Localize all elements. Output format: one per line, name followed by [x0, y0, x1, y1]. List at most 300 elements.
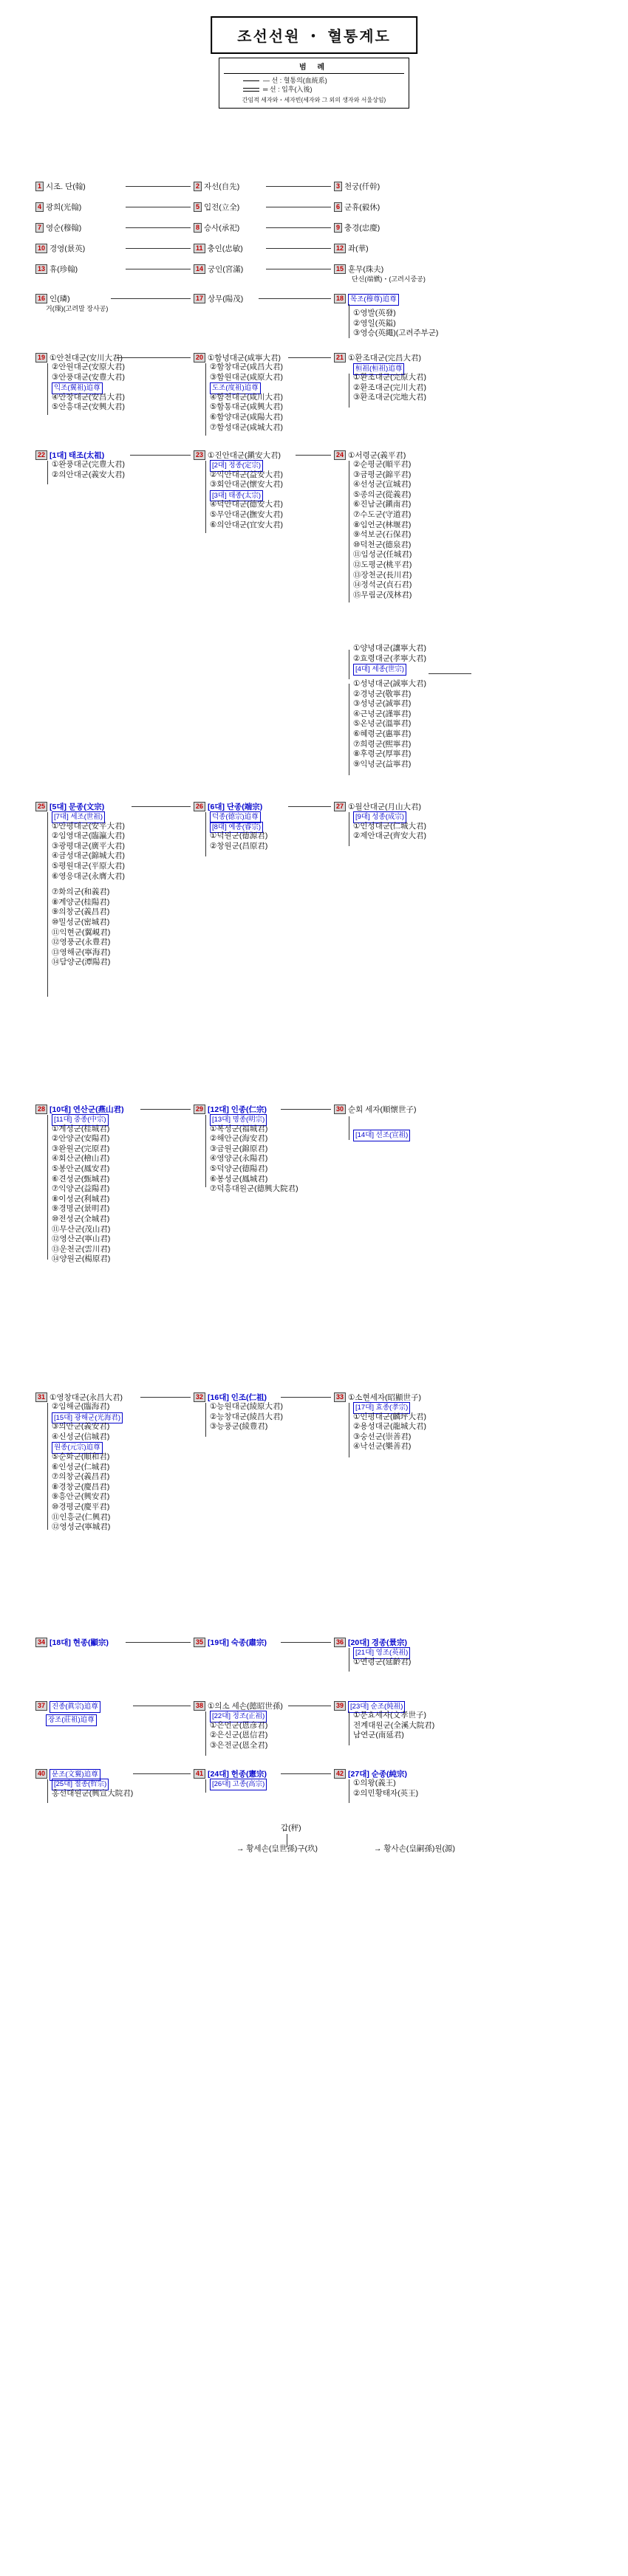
- list-item: [13대] 명종(明宗): [210, 1114, 298, 1124]
- list-item: ⑬장천군(長川君): [353, 570, 412, 580]
- list-item: ②은신군(恩信君): [210, 1731, 268, 1740]
- connector: [281, 1773, 331, 1774]
- taejong-sons-left: [353, 644, 426, 674]
- connector: [205, 363, 206, 436]
- node-number: 16: [35, 294, 47, 303]
- bottom-node: [281, 1824, 301, 1834]
- list-item: 홍선대원군(興宣大院君): [52, 1788, 134, 1798]
- connector: [130, 455, 191, 456]
- node-label: 갑(秤): [281, 1824, 301, 1833]
- gen1-row6: [35, 294, 70, 305]
- connector: [266, 186, 331, 187]
- taejo-children: [52, 460, 125, 480]
- list-item: ④낙선군(樂善君): [353, 1442, 412, 1452]
- single-line-icon: [243, 80, 259, 81]
- node-label: 충인(忠敏): [207, 244, 243, 253]
- gen3-row2: [334, 202, 380, 213]
- node-number: 13: [35, 264, 47, 274]
- node-label: [10대] 연산군(燕山君): [50, 1105, 124, 1114]
- list-item: [25대] 철종(哲宗): [52, 1779, 133, 1789]
- legend-row-double: [224, 85, 404, 94]
- list-item: ⑪인흥군(仁興君): [52, 1512, 111, 1522]
- list-item: ①문효세자(文孝世子): [353, 1711, 426, 1720]
- mokjo-children: [353, 309, 438, 339]
- node-label: ①의소 세손(懿昭世孫): [208, 1702, 283, 1711]
- node-label: ①영창대군(永昌大君): [50, 1393, 123, 1402]
- connector: [205, 1115, 206, 1187]
- list-item: [9대] 성종(成宗): [353, 811, 426, 822]
- list-item: ⑦덕흥대원군(德興大院君): [210, 1184, 298, 1194]
- list-item: ①은언군(恩彦君): [210, 1720, 268, 1730]
- list-item: ⑧계양군(桂陽君): [52, 897, 110, 907]
- gen3-row5-sub: 단신(端愼)・(고려시중공): [352, 275, 426, 283]
- list-item: ④함천대군(咸川大君): [210, 392, 283, 402]
- connector: [266, 248, 331, 249]
- gen2-row5: [194, 264, 243, 275]
- connector: [126, 186, 191, 187]
- list-item: ⑭담양군(潭陽君): [52, 958, 111, 967]
- node-label: 경영(景英): [50, 244, 86, 253]
- gen1-row5: [35, 264, 78, 275]
- list-item: ②능창대군(綾昌大君): [210, 1412, 283, 1421]
- node-label: 군휴(毅休): [344, 203, 380, 212]
- connector: [47, 1779, 48, 1803]
- node-number: 10: [35, 244, 47, 253]
- node-number: 14: [194, 264, 205, 274]
- node-label: 진종(眞宗)追尊: [50, 1701, 100, 1713]
- munjong-siblings: [52, 811, 125, 968]
- node-number: 24: [334, 450, 346, 460]
- list-item: [17대] 효종(孝宗): [353, 1402, 426, 1412]
- list-item: ②제안대군(齊安大君): [353, 831, 426, 841]
- list-item: ⑥영응대군(永膺大君): [52, 871, 125, 881]
- list-item: 덕종(德宗)追尊: [210, 811, 267, 822]
- injo-col3-siblings: [353, 1402, 426, 1452]
- list-item: ⑭양원군(楊原君): [52, 1254, 111, 1264]
- list-item: ①영발(英發): [353, 309, 396, 317]
- list-item: ①인평대군(麟坪大君): [353, 1412, 426, 1421]
- connector: [140, 1397, 191, 1398]
- node-number: 5: [194, 202, 202, 212]
- list-item: [26대] 고종(高宗): [210, 1779, 267, 1789]
- gen3-row7-hwanjo: [334, 353, 421, 364]
- node-number: 42: [334, 1769, 346, 1779]
- list-item: ⑤안흥대군(安興大君): [52, 402, 125, 412]
- node-number: 40: [35, 1769, 47, 1779]
- node-label: → 황세손(皇世孫)구(玖): [236, 1844, 318, 1853]
- node-number: 11: [194, 244, 205, 253]
- list-item: ⑤종의군(從義君): [353, 490, 412, 499]
- node-label: [23대] 순조(純祖): [348, 1701, 405, 1713]
- list-item: ②익안대군(益安大君): [210, 470, 283, 479]
- list-item: ④회산군(檜山君): [52, 1154, 110, 1164]
- node-number: 41: [194, 1769, 205, 1779]
- list-item: ⑬영해군(寧海君): [52, 947, 111, 957]
- node-number: 37: [35, 1701, 47, 1711]
- list-item: ②안양군(安陽君): [52, 1134, 110, 1144]
- gen1-row1: [35, 182, 86, 193]
- connector: [288, 357, 331, 358]
- list-item: ⑬운천군(雲川君): [52, 1244, 111, 1254]
- list-item: ①연령군(延齡君): [353, 1657, 412, 1666]
- list-item: ④근녕군(謹寧君): [353, 709, 412, 718]
- node-number: 8: [194, 223, 202, 233]
- node-label: 인(璘): [50, 295, 70, 303]
- list-item: ⑪익현군(翼峴君): [52, 927, 111, 937]
- node-label: [1대] 태조(太祖): [50, 451, 105, 460]
- list-item: ⑨석보군(石保君): [353, 530, 412, 540]
- connector: [140, 1109, 191, 1110]
- node-label: [6대] 단종(端宗): [208, 803, 263, 811]
- list-item: ⑮무림군(茂林君): [353, 590, 412, 600]
- connector: [126, 227, 191, 228]
- legend-single-label: — 선 : 혈통의(血統系): [263, 77, 327, 84]
- uiso-siblings: [210, 1711, 267, 1751]
- node-number: 9: [334, 223, 342, 233]
- list-item: ②용성대군(龍城大君): [353, 1422, 426, 1432]
- node-label: 궁인(宮滿): [208, 265, 244, 274]
- node-label: 훈무(珠夫): [348, 265, 384, 274]
- list-item: ⑦수도군(守道君): [353, 509, 412, 519]
- gen2-row3: [194, 223, 239, 234]
- list-item: ⑤온녕군(溫寧君): [353, 719, 412, 729]
- node-number: 30: [334, 1105, 346, 1114]
- injo-col2-siblings: [210, 1402, 283, 1432]
- injong-siblings: [210, 1114, 298, 1195]
- list-item: ①복성군(福城君): [210, 1124, 268, 1133]
- list-item: ⑩밀성군(密城君): [52, 917, 110, 927]
- list-item: ③능풍군(綾豊君): [210, 1422, 268, 1432]
- list-item: ③영승(英繩)(고려주부군): [353, 329, 439, 338]
- list-item: ⑧임언군(林堰君): [353, 520, 412, 529]
- list-item: ①인성대군(仁城大君): [353, 821, 426, 831]
- list-item: ①성녕대군(誠寧大君): [353, 679, 426, 688]
- list-item: ②의안대군(義安大君): [52, 470, 125, 479]
- node-label: [19대] 숙종(肅宗): [208, 1638, 267, 1647]
- connector: [47, 812, 48, 997]
- legend-note: 간임적 세자와・세자빈(세자와 그 외의 생자와 서울상임): [242, 97, 386, 103]
- list-item: ②함창대군(咸昌大君): [210, 363, 283, 371]
- list-item: 남연군(南延君): [353, 1731, 404, 1740]
- list-item: ⑩경평군(慶平君): [52, 1502, 110, 1511]
- node-number: 38: [194, 1701, 205, 1711]
- list-item: ⑥견성군(甄城君): [52, 1174, 110, 1184]
- list-item: ③완원군(完原君): [52, 1144, 110, 1153]
- list-item: ④영양군(永陽君): [210, 1154, 268, 1164]
- node-number: 26: [194, 802, 205, 811]
- node-label: 충경(忠慶): [344, 224, 380, 233]
- node-label: 입전(立全): [204, 203, 240, 212]
- spacer: [52, 882, 125, 887]
- list-item: ⑤함통대군(咸興大君): [210, 402, 283, 412]
- list-item: ③은전군(恩全君): [210, 1740, 268, 1750]
- list-item: ③금평군(錦平君): [353, 470, 412, 479]
- list-item: ⑤평원대군(平原大君): [52, 861, 125, 870]
- node-label: 목조(穆尊)追尊: [348, 294, 399, 306]
- node-label: 자선(自先): [204, 182, 240, 191]
- node-label: [5대] 문종(文宗): [50, 803, 105, 811]
- list-item: ⑪임성군(任城君): [353, 550, 412, 560]
- node-number: 28: [35, 1105, 47, 1114]
- list-item: ③성녕군(誠寧君): [353, 699, 412, 709]
- taejo-sons: [210, 460, 283, 530]
- hwanjo-boxed: 桓祖(桓祖)追尊: [353, 363, 404, 375]
- list-item: ③안풍대군(安豊大君): [52, 372, 125, 382]
- page-title: 조선선원 ・ 혈통계도: [211, 16, 417, 54]
- list-item: ⑦화의군(和義君): [52, 887, 110, 897]
- gen1-row3: [35, 223, 81, 234]
- list-item: ⑦희령군(熙寧君): [353, 739, 412, 749]
- node-number: 15: [334, 264, 346, 274]
- connector: [281, 1109, 331, 1110]
- list-item: [3대] 태종(太宗): [210, 490, 283, 501]
- seonjo-node: [14대] 선조(宣祖): [353, 1130, 410, 1141]
- list-item: [15대] 광해군(光海君): [52, 1412, 123, 1423]
- gen3-row3: [334, 223, 380, 234]
- sunjong-siblings: [353, 1779, 418, 1799]
- list-item: ⑥혜령군(惠寧君): [353, 729, 412, 738]
- list-item: [11대] 중종(中宗): [52, 1114, 110, 1124]
- yeonsan-siblings: [52, 1114, 110, 1265]
- list-item: [21대] 영조(英祖): [353, 1647, 411, 1658]
- list-item: ⑥함양대군(咸陽大君): [210, 412, 283, 422]
- node-label: ①환조대군(完昌大君): [348, 354, 421, 363]
- double-line-icon: [243, 88, 259, 92]
- list-item: ②환조대군(完川大君): [353, 382, 426, 392]
- gyeongjong-siblings: [353, 1647, 411, 1667]
- list-item: ⑨경명군(景明君): [52, 1204, 110, 1214]
- gen2-row1: [194, 182, 239, 193]
- node-label: 광희(光翰): [46, 203, 82, 212]
- ikjo-children: [52, 363, 125, 413]
- heonjong-siblings: [210, 1779, 267, 1789]
- connector: [47, 461, 48, 484]
- list-item: ③회안대군(懷安大君): [210, 480, 283, 490]
- list-item: ⑭정석군(貞石君): [353, 580, 412, 590]
- connector: [133, 1773, 191, 1774]
- list-item: ①안평대군(安平大君): [52, 821, 125, 831]
- list-item: ⑨의창군(義昌君): [52, 907, 110, 917]
- node-label: 문조(文翼)追尊: [50, 1769, 100, 1781]
- list-item: ②안원대군(安原大君): [52, 363, 125, 371]
- sunhoe-node: [334, 1105, 417, 1116]
- list-item: ④안창대군(安昌大君): [52, 392, 125, 402]
- list-item: [2대] 정종(定宗): [210, 460, 283, 470]
- sejong-node: [4대] 세종(世宗): [353, 664, 406, 676]
- list-item: ④덕안대군(德安大君): [210, 500, 283, 509]
- connector: [126, 248, 191, 249]
- dojo-children: [210, 363, 283, 433]
- connector: [126, 1642, 191, 1643]
- connector: [132, 806, 191, 807]
- connector: [47, 1115, 48, 1260]
- node-label: → 황사손(皇嗣孫)원(源): [374, 1844, 455, 1853]
- list-item: ②영일(英鎰): [353, 318, 396, 328]
- node-number: 19: [35, 353, 47, 363]
- node-number: 17: [194, 294, 205, 303]
- node-number: 6: [334, 202, 342, 212]
- list-item: ⑪무산군(茂山君): [52, 1224, 111, 1234]
- connector: [259, 298, 331, 299]
- gen1-row6-sub: [46, 304, 108, 315]
- list-item: 전계대원군(全溪大院君): [353, 1720, 435, 1730]
- node-label: 순회 세자(順懷世子): [348, 1105, 417, 1114]
- connector: [205, 1779, 206, 1793]
- node-label: [18대] 현종(顯宗): [50, 1638, 109, 1647]
- connector: [296, 455, 331, 456]
- list-item: [7대] 세조(世祖): [52, 811, 125, 822]
- wolsan-siblings: [353, 811, 426, 842]
- node-label: 휴(珍翰): [50, 265, 78, 274]
- sunjo-siblings: [353, 1711, 434, 1741]
- node-number: 25: [35, 802, 47, 811]
- node-label: [24대] 헌종(憲宗): [208, 1770, 267, 1779]
- node-label: 좌(華): [348, 244, 369, 253]
- list-item: ②경녕군(敬寧君): [353, 689, 412, 698]
- hyeonjong-node: [35, 1638, 109, 1649]
- node-number: 22: [35, 450, 47, 460]
- node-number: 12: [334, 244, 346, 253]
- list-item: ⑨흥안군(興安君): [52, 1492, 110, 1502]
- connector: [429, 673, 471, 674]
- list-item: ⑧이성군(利城君): [52, 1194, 110, 1203]
- node-number: 1: [35, 182, 44, 191]
- node-number: 33: [334, 1392, 346, 1402]
- node-label: 시조. 단(翰): [46, 182, 86, 191]
- list-item: ②해안군(海安君): [210, 1134, 268, 1144]
- sukjong-node: [194, 1638, 267, 1649]
- node-label: [12대] 인종(仁宗): [208, 1105, 267, 1114]
- list-item: ②창원군(昌原君): [210, 841, 268, 851]
- node-label: [20대] 경종(景宗): [348, 1638, 408, 1647]
- list-item: 도조(度祖)追尊: [210, 382, 283, 393]
- list-item: ①계성군(桂城君): [52, 1124, 110, 1133]
- list-item: ⑦의창군(義昌君): [52, 1472, 110, 1482]
- gen3-row5: [334, 264, 383, 275]
- node-number: 29: [194, 1105, 205, 1114]
- gen1-row4: [35, 244, 85, 255]
- list-item: ①덕원군(德源君): [210, 831, 268, 841]
- bottom-right-node: [374, 1844, 455, 1855]
- gen2-row6: [194, 294, 243, 305]
- list-item: ⑥인성군(仁城君): [52, 1462, 110, 1471]
- list-item: ②의민황태자(英王): [353, 1788, 419, 1798]
- connector: [47, 1403, 48, 1530]
- bottom-left-node: [236, 1844, 318, 1855]
- list-item: ⑤순화군(順和君): [52, 1452, 110, 1461]
- list-item: ②임해군(臨海君): [52, 1402, 110, 1411]
- node-number: 27: [334, 802, 346, 811]
- node-number: 18: [334, 294, 346, 303]
- node-sub-label: 거(璖)(고려말 장사공): [46, 305, 109, 312]
- gen3-row6-mokjo: [334, 294, 399, 306]
- list-item: ⑧경창군(慶昌君): [52, 1482, 110, 1491]
- list-item: ⑨익녕군(益寧君): [353, 759, 412, 769]
- node-number: 35: [194, 1638, 205, 1647]
- hwanjo-children: [353, 373, 426, 403]
- list-item: ④신성군(信城君): [52, 1432, 110, 1441]
- list-item: ③금원군(錦原君): [210, 1144, 268, 1153]
- connector: [117, 357, 191, 358]
- list-item: ②순평군(順平君): [353, 460, 412, 469]
- list-item: ④선성군(宣城君): [353, 480, 412, 490]
- list-item: ③광평대군(廣平大君): [52, 841, 125, 851]
- node-number: 32: [194, 1392, 205, 1402]
- list-item: ⑧후령군(厚寧君): [353, 749, 412, 759]
- node-label: [16대] 인조(仁祖): [208, 1393, 267, 1402]
- taejong-sons-right: [353, 679, 426, 769]
- connector: [205, 1403, 206, 1437]
- legend-divider: [224, 73, 404, 74]
- gen3-row4: [334, 244, 369, 255]
- legend-heading: 범 례: [298, 63, 330, 72]
- list-item: ③숭선군(崇善君): [353, 1432, 412, 1441]
- list-item: ③함원대군(咸原大君): [210, 372, 283, 382]
- injo-col1-siblings: [52, 1402, 123, 1533]
- node-label: 영순(穆翰): [46, 224, 82, 233]
- list-item: ⑤무안대군(撫安大君): [210, 509, 283, 519]
- list-item: ⑥봉성군(鳳城君): [210, 1174, 268, 1184]
- node-label: 상무(陽茂): [208, 295, 244, 303]
- list-item: ①의왕(義王): [353, 1779, 396, 1787]
- list-item: [353, 664, 426, 674]
- legend: [219, 58, 409, 109]
- connector: [288, 806, 331, 807]
- node-number: 7: [35, 223, 44, 233]
- connector: [266, 227, 331, 228]
- node-number: 34: [35, 1638, 47, 1647]
- list-item: ⑫도평군(桃平君): [353, 560, 412, 569]
- node-label: ①함녕대군(咸寧大君): [208, 354, 281, 363]
- node-label: ①서령군(義平君): [348, 451, 406, 460]
- list-item: ⑦함성대군(咸城大君): [210, 422, 283, 432]
- connector: [47, 363, 48, 415]
- node-number: 4: [35, 202, 44, 212]
- list-item: [22대] 정조(正祖): [210, 1711, 267, 1721]
- node-label: 천궁(仟幹): [344, 182, 380, 191]
- list-item: ①능원대군(綾原大君): [210, 1402, 283, 1411]
- connector: [281, 1397, 331, 1398]
- legend-double-label: ═ 선 : 입후(入後): [263, 86, 313, 93]
- list-item: ②효령대군(孝寧大君): [353, 653, 426, 663]
- node-number: 31: [35, 1392, 47, 1402]
- list-item: ⑤덕양군(德陽君): [210, 1164, 268, 1173]
- list-item: ③환조대군(完地大君): [353, 393, 426, 402]
- node-number: 39: [334, 1701, 346, 1711]
- list-item: ⑤봉안군(鳳安君): [52, 1164, 110, 1173]
- list-item: [8대] 예종(睿宗): [210, 822, 267, 832]
- jeongjong-sons: [353, 460, 412, 600]
- node-number: 3: [334, 182, 342, 191]
- list-item: ⑥진남군(鎭南君): [353, 500, 412, 509]
- jinjong-node: [35, 1701, 100, 1713]
- gen2-row4: [194, 244, 243, 255]
- munjo-siblings: [52, 1779, 133, 1799]
- list-item: ⑫영산군(寧山君): [52, 1234, 111, 1244]
- node-number: 21: [334, 353, 346, 363]
- node-label: ①안천대군(安川大君): [50, 354, 123, 363]
- danjong-siblings: [210, 811, 267, 851]
- legend-row-single: [224, 76, 404, 85]
- list-item: 원종(元宗)追尊: [52, 1442, 123, 1452]
- gen2-row2: [194, 202, 239, 213]
- node-label: ①소현세자(昭顯世子): [348, 1393, 421, 1402]
- list-item: ①양녕대군(讓寧大君): [353, 644, 426, 653]
- gen1-row2: [35, 202, 81, 213]
- node-number: 2: [194, 182, 202, 191]
- list-item: ③의안군(義安君): [52, 1422, 110, 1432]
- gen3-row1: [334, 182, 380, 193]
